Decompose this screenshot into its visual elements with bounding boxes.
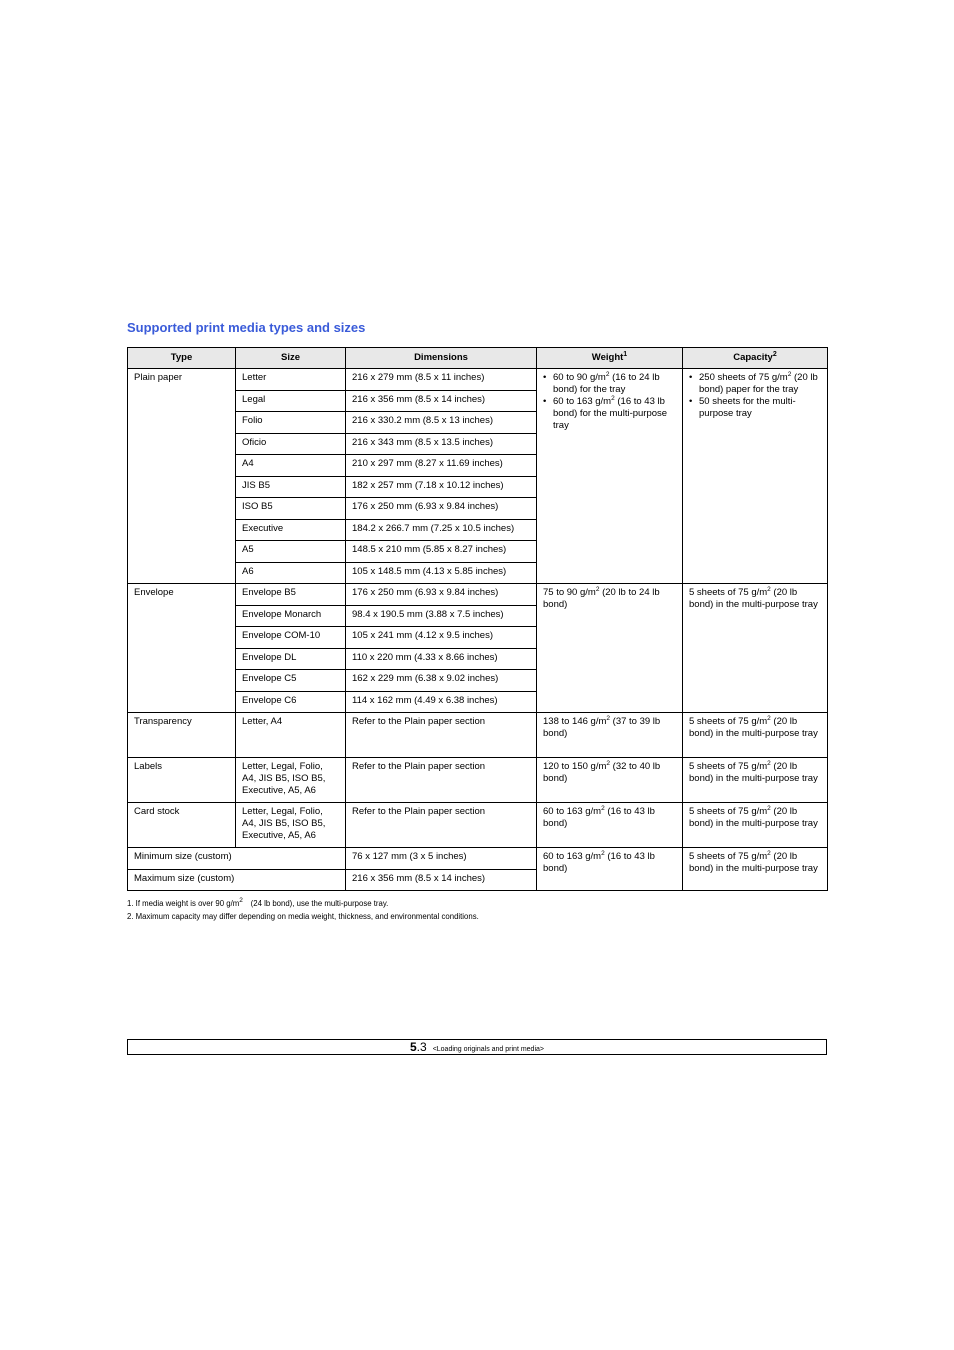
size-cell: Legal — [236, 390, 346, 412]
dimension-cell: 216 x 330.2 mm (8.5 x 13 inches) — [346, 412, 537, 434]
media-table — [127, 347, 828, 891]
capacity-cell: 5 sheets of 75 $g/m^2$ (20 lb bond) in the multi-purpose tray — [683, 713, 828, 758]
header-row — [128, 348, 828, 369]
size-cell: Oficio — [236, 433, 346, 455]
header-capacity: Capacity$^2$ — [683, 348, 828, 369]
dimension-cell: 182 x 257 mm (7.18 x 10.12 inches) — [346, 476, 537, 498]
size-cell: Letter — [236, 369, 346, 391]
dimension-cell: Refer to the Plain paper section — [346, 713, 537, 758]
weight-cell: 138 to 146 $g/m^2$ (37 to 39 lb bond) — [537, 713, 683, 758]
size-cell: Envelope C5 — [236, 670, 346, 692]
dimension-cell: 176 x 250 mm (6.93 x 9.84 inches) — [346, 498, 537, 520]
header-size: Size — [236, 348, 346, 369]
dimension-cell: 105 x 241 mm (4.12 x 9.5 inches) — [346, 627, 537, 649]
capacity-cell: 5 sheets of 75 $g/m^2$ (20 lb bond) in the multi-purpose tray — [683, 803, 828, 848]
weight-cell: 120 to 150 $g/m^2$ (32 to 40 lb bond) — [537, 758, 683, 803]
weight-cell: 60 to 163 $g/m^2$ (16 to 43 lb bond) — [537, 803, 683, 848]
size-cell: A4 — [236, 455, 346, 477]
type-cell: Maximum size (custom) — [128, 869, 346, 891]
dimension-cell: 76 x 127 mm (3 x 5 inches) — [346, 848, 537, 870]
header-type: Type — [128, 348, 236, 369]
type-cell: Labels — [128, 758, 236, 803]
table-row — [128, 713, 828, 758]
page-number: 5.3 — [409, 1040, 427, 1054]
dimension-cell: 105 x 148.5 mm (4.13 x 5.85 inches) — [346, 562, 537, 584]
dimension-cell: 162 x 229 mm (6.38 x 9.02 inches) — [346, 670, 537, 692]
dimension-cell: 184.2 x 266.7 mm (7.25 x 10.5 inches) — [346, 519, 537, 541]
size-cell: Envelope C6 — [236, 691, 346, 713]
footnotes — [127, 898, 479, 923]
dimension-cell: 110 x 220 mm (4.33 x 8.66 inches) — [346, 648, 537, 670]
type-cell: Minimum size (custom) — [128, 848, 346, 870]
size-cell: Envelope Monarch — [236, 605, 346, 627]
capacity-cell: 5 sheets of 75 $g/m^2$ (20 lb bond) in the multi-purpose tray — [683, 584, 828, 713]
page-footer — [127, 1039, 827, 1055]
header-dimensions: Dimensions — [346, 348, 537, 369]
table-row — [128, 369, 828, 391]
dimension-cell: 176 x 250 mm (6.93 x 9.84 inches) — [346, 584, 537, 606]
size-cell: ISO B5 — [236, 498, 346, 520]
weight-cell — [537, 369, 683, 584]
dimension-cell: 216 x 279 mm (8.5 x 11 inches) — [346, 369, 537, 391]
size-cell: Folio — [236, 412, 346, 434]
table-row — [128, 848, 828, 870]
dimension-cell: Refer to the Plain paper section — [346, 803, 537, 848]
capacity-cell: 5 sheets of 75 $g/m^2$ (20 lb bond) in the multi-purpose tray — [683, 848, 828, 891]
list-item: • 50 sheets for the multi-purpose tray — [689, 396, 821, 420]
table-row — [128, 584, 828, 606]
dimension-cell: Refer to the Plain paper section — [346, 758, 537, 803]
type-cell: Plain paper — [128, 369, 236, 584]
table-row — [128, 758, 828, 803]
dimension-cell: 216 x 343 mm (8.5 x 13.5 inches) — [346, 433, 537, 455]
dimension-cell: 216 x 356 mm (8.5 x 14 inches) — [346, 869, 537, 891]
type-cell: Card stock — [128, 803, 236, 848]
section-title: Supported print media types and sizes — [127, 320, 366, 335]
size-cell: Envelope COM-10 — [236, 627, 346, 649]
list-item: • 250 sheets of 75 $g/m^2$ (20 lb bond) paper for the tray — [689, 372, 821, 396]
chapter-title: <Loading originals and print media> — [432, 1046, 544, 1053]
dimension-cell: 98.4 x 190.5 mm (3.88 x 7.5 inches) — [346, 605, 537, 627]
dimension-cell: 114 x 162 mm (4.49 x 6.38 inches) — [346, 691, 537, 713]
type-cell: Envelope — [128, 584, 236, 713]
type-cell: Transparency — [128, 713, 236, 758]
header-weight: Weight$^1$ — [537, 348, 683, 369]
table-row — [128, 803, 828, 848]
weight-cell: 60 to 163 $g/m^2$ (16 to 43 lb bond) — [537, 848, 683, 891]
size-cell: Envelope DL — [236, 648, 346, 670]
footnote-2: 2. Maximum capacity may differ depending on media weight, thickness, and environmental conditions. — [127, 911, 479, 921]
size-cell: Letter, Legal, Folio, A4, JIS B5, ISO B5, Executive, A5, A6 — [236, 758, 346, 803]
list-item: • 60 to 163 $g/m^2$ (16 to 43 lb bond) for the multi-purpose tray — [543, 396, 676, 432]
size-cell: Executive — [236, 519, 346, 541]
size-cell: Envelope B5 — [236, 584, 346, 606]
capacity-cell: 5 sheets of 75 $g/m^2$ (20 lb bond) in the multi-purpose tray — [683, 758, 828, 803]
size-cell: JIS B5 — [236, 476, 346, 498]
capacity-cell — [683, 369, 828, 584]
size-cell: Letter, Legal, Folio, A4, JIS B5, ISO B5, Executive, A5, A6 — [236, 803, 346, 848]
dimension-cell: 148.5 x 210 mm (5.85 x 8.27 inches) — [346, 541, 537, 563]
list-item: • 60 to 90 $g/m^2$ (16 to 24 lb bond) for the tray — [543, 372, 676, 396]
dimension-cell: 216 x 356 mm (8.5 x 14 inches) — [346, 390, 537, 412]
size-cell: A5 — [236, 541, 346, 563]
size-cell: A6 — [236, 562, 346, 584]
size-cell: Letter, A4 — [236, 713, 346, 758]
dimension-cell: 210 x 297 mm (8.27 x 11.69 inches) — [346, 455, 537, 477]
weight-cell: 75 to 90 $g/m^2$ (20 lb to 24 lb bond) — [537, 584, 683, 713]
footnote-1: 1. If media weight is over 90 $g/m^2$ (24 lb bond), use the multi-purpose tray. — [127, 897, 389, 908]
